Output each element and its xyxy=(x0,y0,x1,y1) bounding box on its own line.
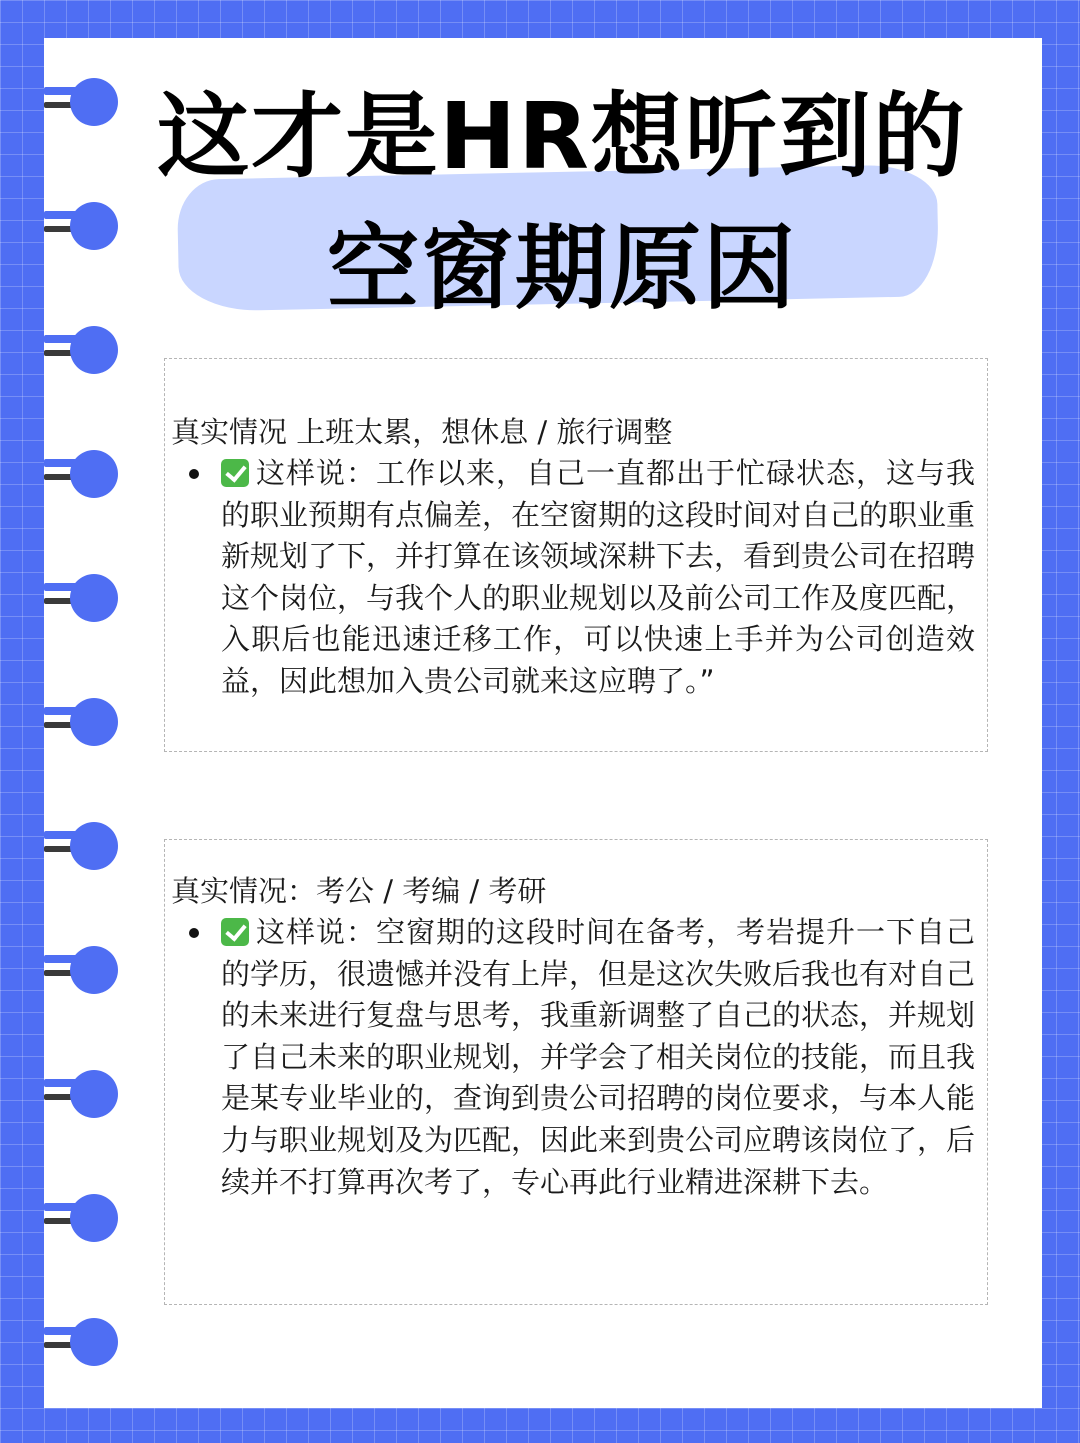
answer-text: 这样说：工作以来，自己一直都出于忙碌状态，这与我的职业预期有点偏差，在空窗期的这段时间对自己的职业重新规划了下，并打算在该领域深耕下去，看到贵公司在招聘这个岗位，与我个人的职业规划以及前公司工作及度匹配，入职后也能迅速迁移工作，可以快速上手并为公司创造效益，因此想加入贵公司就来这应聘了。” xyxy=(221,456,976,698)
reason-card-rest xyxy=(164,358,988,752)
reason-card-exam xyxy=(164,839,988,1305)
check-mark-icon xyxy=(221,459,249,487)
bullet-dot-icon xyxy=(189,928,199,938)
list-item xyxy=(189,912,979,1203)
ring-icon xyxy=(44,574,118,624)
answer-text: 这样说：空窗期的这段时间在备考，考岩提升一下自己的学历，很遗憾并没有上岸，但是这次失败后我也有对自己的未来进行复盘与思考，我重新调整了自己的状态，并规划了自己未来的职业规划，并学会了相关岗位的技能，而且我是某专业毕业的，查询到贵公司招聘的岗位要求，与本人能力与职业规划及为匹配，因此来到贵公司应聘该岗位了，后续并不打算再次考了，专心再此行业精进深耕下去。 xyxy=(221,915,976,1199)
ring-icon xyxy=(44,822,118,872)
ring-icon xyxy=(44,946,118,996)
check-mark-icon xyxy=(221,918,249,946)
page-title-line-2: 空窗期原因 xyxy=(326,215,797,322)
bullet-dot-icon xyxy=(189,469,199,479)
card-heading: 真实情况 上班太累，想休息 / 旅行调整 xyxy=(171,415,673,449)
ring-icon xyxy=(44,326,118,376)
page-title-line-1: 这才是HR想听到的 xyxy=(157,83,967,190)
ring-icon xyxy=(44,1070,118,1120)
ring-icon xyxy=(44,698,118,748)
card-heading: 真实情况：考公 / 考编 / 考研 xyxy=(171,874,547,908)
ring-icon xyxy=(44,450,118,500)
ring-icon xyxy=(44,1194,118,1244)
ring-icon xyxy=(44,1318,118,1368)
list-item xyxy=(189,453,979,703)
